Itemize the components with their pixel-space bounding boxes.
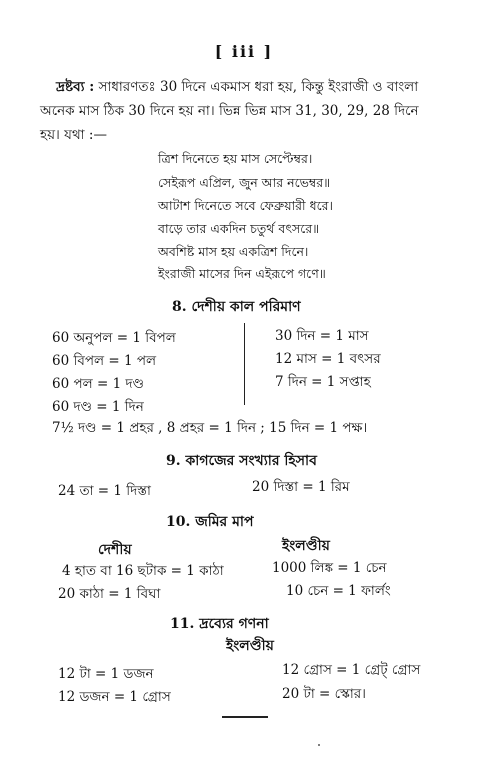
s10-right-row-1: 1000 লিঙ্ক = 1 চেন	[272, 560, 387, 576]
s8-left-row-1: 60 অনুপল = 1 বিপল	[52, 330, 176, 346]
poem-line-4: বাড়ে তার একদিন চতুর্থ বৎসরে॥	[158, 221, 320, 236]
s8-right-row-3: 7 দিন = 1 সপ্তাহ	[275, 374, 371, 390]
s10-left-row-2: 20 কাঠা = 1 বিঘা	[58, 586, 161, 602]
section-8-title: 8. দেশীয় কাল পরিমাণ	[172, 299, 301, 315]
s8-left-row-2: 60 বিপল = 1 পল	[52, 353, 157, 369]
section-8-divider	[244, 323, 245, 405]
poem-line-5: অবশিষ্ট মাস হয় একত্রিশ দিনে।	[158, 244, 309, 259]
s8-left-row-3: 60 পল = 1 দণ্ড	[52, 376, 145, 392]
section-9-title: 9. কাগজের সংখ্যার হিসাব	[166, 453, 317, 469]
s8-footer: 7½ দণ্ড = 1 প্রহর , 8 প্রহর = 1 দিন ; 15 দিন = 1 পক্ষ।	[52, 420, 368, 436]
s9-right: 20 দিস্তা = 1 রিম	[252, 479, 350, 495]
s10-right-row-2: 10 চেন = 1 ফার্লং	[286, 583, 391, 599]
print-speck	[318, 744, 320, 746]
s8-right-row-2: 12 মাস = 1 বৎসর	[275, 351, 381, 367]
note-label: দ্রষ্টব্য :	[56, 79, 95, 95]
s8-left-row-4: 60 দণ্ড = 1 দিন	[52, 399, 144, 415]
s11-left-row-2: 12 ডজন = 1 গ্রোস	[58, 689, 171, 705]
s10-right-heading: ইংলণ্ডীয়	[282, 538, 330, 554]
note-line-2: অনেক মাস ঠিক 30 দিনে হয় না। ভিন্ন ভিন্ন মাস 31, 30, 29, 28 দিনে	[40, 103, 419, 119]
s9-left: 24 তা = 1 দিস্তা	[58, 483, 151, 499]
s10-left-heading: দেশীয়	[98, 542, 132, 558]
note-text-1: সাধারণতঃ 30 দিনে একমাস ধরা হয়, কিন্তু ইংরাজী ও বাংলা	[98, 79, 419, 95]
s11-right-row-2: 20 টা = স্কোর।	[282, 686, 367, 702]
poem-line-1: ত্রিশ দিনেতে হয় মাস সেপ্টেম্বর।	[158, 151, 313, 166]
s11-left-row-1: 12 টা = 1 ডজন	[58, 666, 154, 682]
s11-right-row-1: 12 গ্রোস = 1 গ্রেট্ গ্রোস	[282, 662, 421, 678]
section-11-title: 11. দ্রব্যের গণনা	[170, 616, 269, 632]
s10-left-row-1: 4 হাত বা 16 ছটাক = 1 কাঠা	[62, 563, 224, 579]
s8-right-row-1: 30 দিন = 1 মাস	[275, 328, 369, 344]
poem-line-6: ইংরাজী মাসের দিন এইরূপে গণে॥	[158, 266, 326, 281]
page-number: [ iii ]	[214, 42, 274, 61]
poem-line-2: সেইরূপ এপ্রিল, জুন আর নভেম্বর॥	[158, 175, 331, 190]
end-rule	[222, 716, 268, 718]
s11-heading: ইংলণ্ডীয়	[226, 638, 274, 654]
note-line-1	[56, 76, 418, 99]
section-10-title: 10. জমির মাপ	[166, 514, 254, 530]
poem-line-3: আটাশ দিনেতে সবে ফেব্রুয়ারী ধরে।	[158, 198, 333, 213]
note-line-3: হয়। যথা :—	[40, 127, 107, 143]
